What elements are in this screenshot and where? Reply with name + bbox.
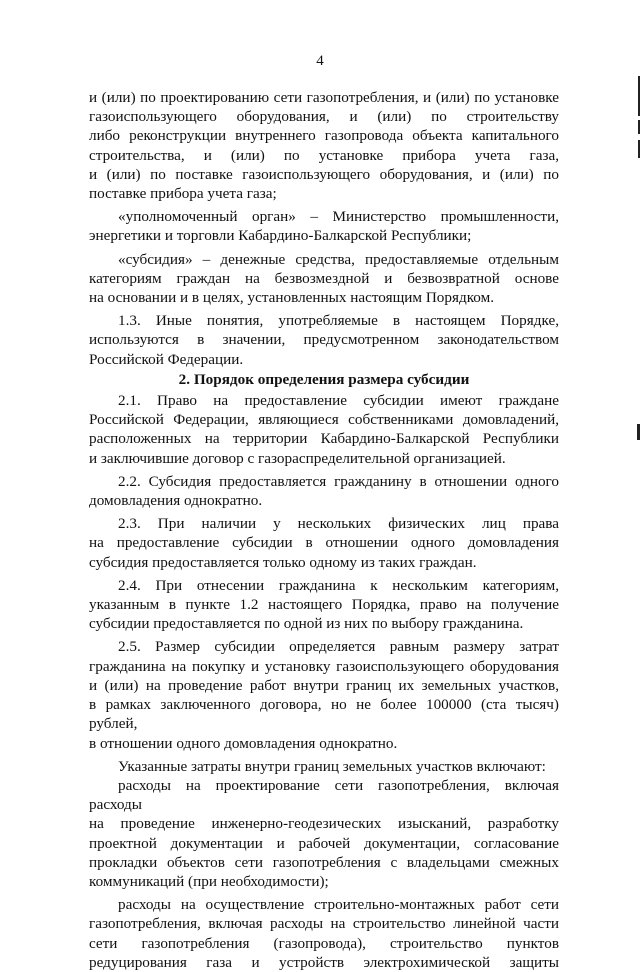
text-line: проектной документации и рабочей документации, согласование xyxy=(89,834,559,852)
clause-2-3 xyxy=(89,514,559,572)
text-line: и заключившие договор с газораспределительной организацией. xyxy=(89,449,506,467)
text-line: 1.3. Иные понятия, употребляемые в настоящем Порядке, xyxy=(118,312,559,330)
text-line: расположенных на территории Кабардино-Балкарской Республики xyxy=(89,430,559,448)
text-line: 2.2. Субсидия предоставляется гражданину в отношении одного xyxy=(118,472,559,490)
text-line: прокладки объектов сети газопотребления с владельцами смежных xyxy=(89,853,559,871)
clause-2-2 xyxy=(89,472,559,510)
text-line: газоиспользующего оборудования, и (или) по строительству xyxy=(89,108,559,126)
text-line: и (или) по проектированию сети газопотребления, и (или) по установке xyxy=(89,89,559,106)
paragraph-connection-definition xyxy=(89,88,559,203)
paragraph-design-costs xyxy=(89,776,559,891)
text-line: Российской Федерации. xyxy=(89,350,244,368)
clause-2-4 xyxy=(89,576,559,634)
text-line: 2.5. Размер субсидии определяется равным размеру затрат xyxy=(118,638,559,656)
clause-1-3 xyxy=(89,311,559,369)
text-line: либо реконструкции внутреннего газопровода объекта капитального xyxy=(89,127,559,145)
text-line: и (или) по поставке газоиспользующего оборудования, и (или) по xyxy=(89,165,559,183)
text-line: и (или) на проведение работ внутри границ их земельных участков, xyxy=(89,676,559,694)
paragraph-subsidy-definition xyxy=(89,250,559,308)
text-line: на предоставление субсидии в отношении одного домовладения xyxy=(89,534,559,552)
document-body xyxy=(89,88,559,972)
text-line: на основании и в целях, установленных настоящим Порядком. xyxy=(89,289,495,307)
text-line: коммуникаций (при необходимости); xyxy=(89,872,329,890)
text-line: субсидии предоставляется по одной из них по выбору гражданина. xyxy=(89,615,524,633)
text-line: 2.4. При отнесении гражданина к нескольким категориям, xyxy=(118,576,559,594)
text-line: гражданина на покупку и установку газоиспользующего оборудования xyxy=(89,657,559,675)
text-line: расходы на проектирование сети газопотребления, включая расходы xyxy=(89,776,559,814)
text-line: домовладения однократно. xyxy=(89,492,263,510)
paragraph-costs-intro xyxy=(89,757,559,776)
text-line: газопотребления, включая расходы на строительство линейной части xyxy=(89,915,559,933)
text-line: сети газопотребления (газопровода), строительство пунктов xyxy=(89,934,559,952)
text-line: 2.3. При наличии у нескольких физических лиц права xyxy=(118,515,559,533)
paragraph-authorized-body-definition xyxy=(89,207,559,245)
text-line: субсидия предоставляется только одному из таких граждан. xyxy=(89,553,477,571)
text-line: в рамках заключенного договора, но не более 100000 (ста тысяч) рублей, xyxy=(89,696,559,733)
section-heading: 2. Порядок определения размера субсидии xyxy=(178,370,470,388)
text-line: на проведение инженерно-геодезических изысканий, разработку xyxy=(89,815,559,833)
clause-2-1 xyxy=(89,391,559,468)
text-line: 2.1. Право на предоставление субсидии имеют граждане xyxy=(118,392,559,410)
text-line: расходы на осуществление строительно-монтажных работ сети xyxy=(118,896,559,914)
text-line: поставке прибора учета газа; xyxy=(89,185,277,203)
text-line: Российской Федерации, являющиеся собственниками домовладений, xyxy=(89,411,559,429)
text-line: Указанные затраты внутри границ земельных участков включают: xyxy=(118,757,546,775)
text-line: энергетики и торговли Кабардино-Балкарской Республики; xyxy=(89,227,472,245)
clause-2-5 xyxy=(89,637,559,752)
text-line: «субсидия» – денежные средства, предоставляемые отдельным xyxy=(118,250,559,268)
text-line: категориям граждан на безвозмездной и безвозвратной основе xyxy=(89,269,559,287)
text-line: используются в значении, предусмотренном законодательством xyxy=(89,331,559,349)
page-number: 4 xyxy=(316,53,324,69)
text-line: строительства, и (или) по установке прибора учета газа, xyxy=(89,146,559,164)
text-line: «уполномоченный орган» – Министерство промышленности, xyxy=(118,208,559,226)
text-line: указанным в пункте 1.2 настоящего Порядка, право на получение xyxy=(89,596,559,614)
paragraph-construction-costs xyxy=(89,895,559,972)
text-line: в отношении одного домовладения однократно. xyxy=(89,734,398,752)
text-line: редуцирования газа и устройств электрохимической защиты xyxy=(89,953,559,971)
